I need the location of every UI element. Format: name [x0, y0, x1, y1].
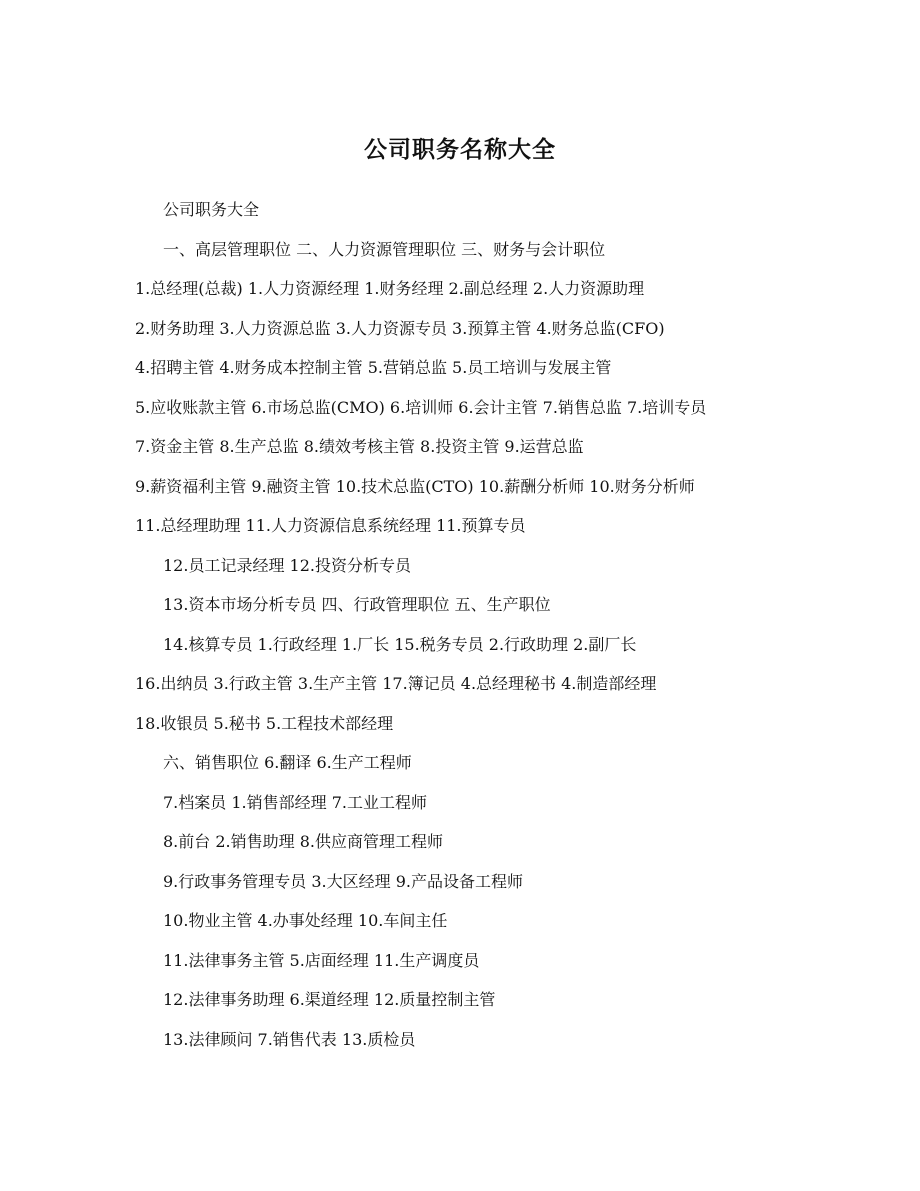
body-line: 12.法律事务助理 6.渠道经理 12.质量控制主管	[163, 990, 496, 1009]
body-line: 14.核算专员 1.行政经理 1.厂长 15.税务专员 2.行政助理 2.副厂长	[163, 634, 637, 654]
body-line: 一、高层管理职位 二、人力资源管理职位 三、财务与会计职位	[163, 239, 606, 259]
body-line: 10.物业主管 4.办事处经理 10.车间主任	[163, 911, 448, 930]
body-line: 12.员工记录经理 12.投资分析专员	[163, 555, 411, 575]
body-line: 18.收银员 5.秘书 5.工程技术部经理	[135, 713, 394, 733]
body-line: 16.出纳员 3.行政主管 3.生产主管 17.簿记员 4.总经理秘书 4.制造部经理	[135, 674, 657, 693]
body-line: 7.档案员 1.销售部经理 7.工业工程师	[163, 792, 427, 812]
body-line: 13.法律顾问 7.销售代表 13.质检员	[163, 1029, 416, 1049]
body-line: 5.应收账款主管 6.市场总监(CMO) 6.培训师 6.会计主管 7.销售总监 7.培训专员	[135, 397, 707, 417]
body-line: 六、销售职位 6.翻译 6.生产工程师	[163, 753, 412, 772]
body-line: 11.法律事务主管 5.店面经理 11.生产调度员	[163, 950, 480, 970]
document-body	[0, 196, 920, 1065]
body-line: 8.前台 2.销售助理 8.供应商管理工程师	[163, 832, 443, 851]
body-line: 7.资金主管 8.生产总监 8.绩效考核主管 8.投资主管 9.运营总监	[135, 437, 584, 456]
document-title: 公司职务名称大全	[364, 136, 556, 163]
body-line: 4.招聘主管 4.财务成本控制主管 5.营销总监 5.员工培训与发展主管	[135, 358, 612, 377]
body-line: 公司职务大全	[163, 200, 260, 219]
body-line: 13.资本市场分析专员 四、行政管理职位 五、生产职位	[163, 595, 551, 614]
body-line: 2.财务助理 3.人力资源总监 3.人力资源专员 3.预算主管 4.财务总监(CFO)	[135, 318, 665, 338]
body-line: 11.总经理助理 11.人力资源信息系统经理 11.预算专员	[135, 516, 526, 535]
body-line: 9.行政事务管理专员 3.大区经理 9.产品设备工程师	[163, 871, 523, 891]
body-line: 9.薪资福利主管 9.融资主管 10.技术总监(CTO) 10.薪酬分析师 10.财务分析师	[135, 476, 695, 496]
body-line: 1.总经理(总裁) 1.人力资源经理 1.财务经理 2.副总经理 2.人力资源助理	[135, 279, 645, 298]
